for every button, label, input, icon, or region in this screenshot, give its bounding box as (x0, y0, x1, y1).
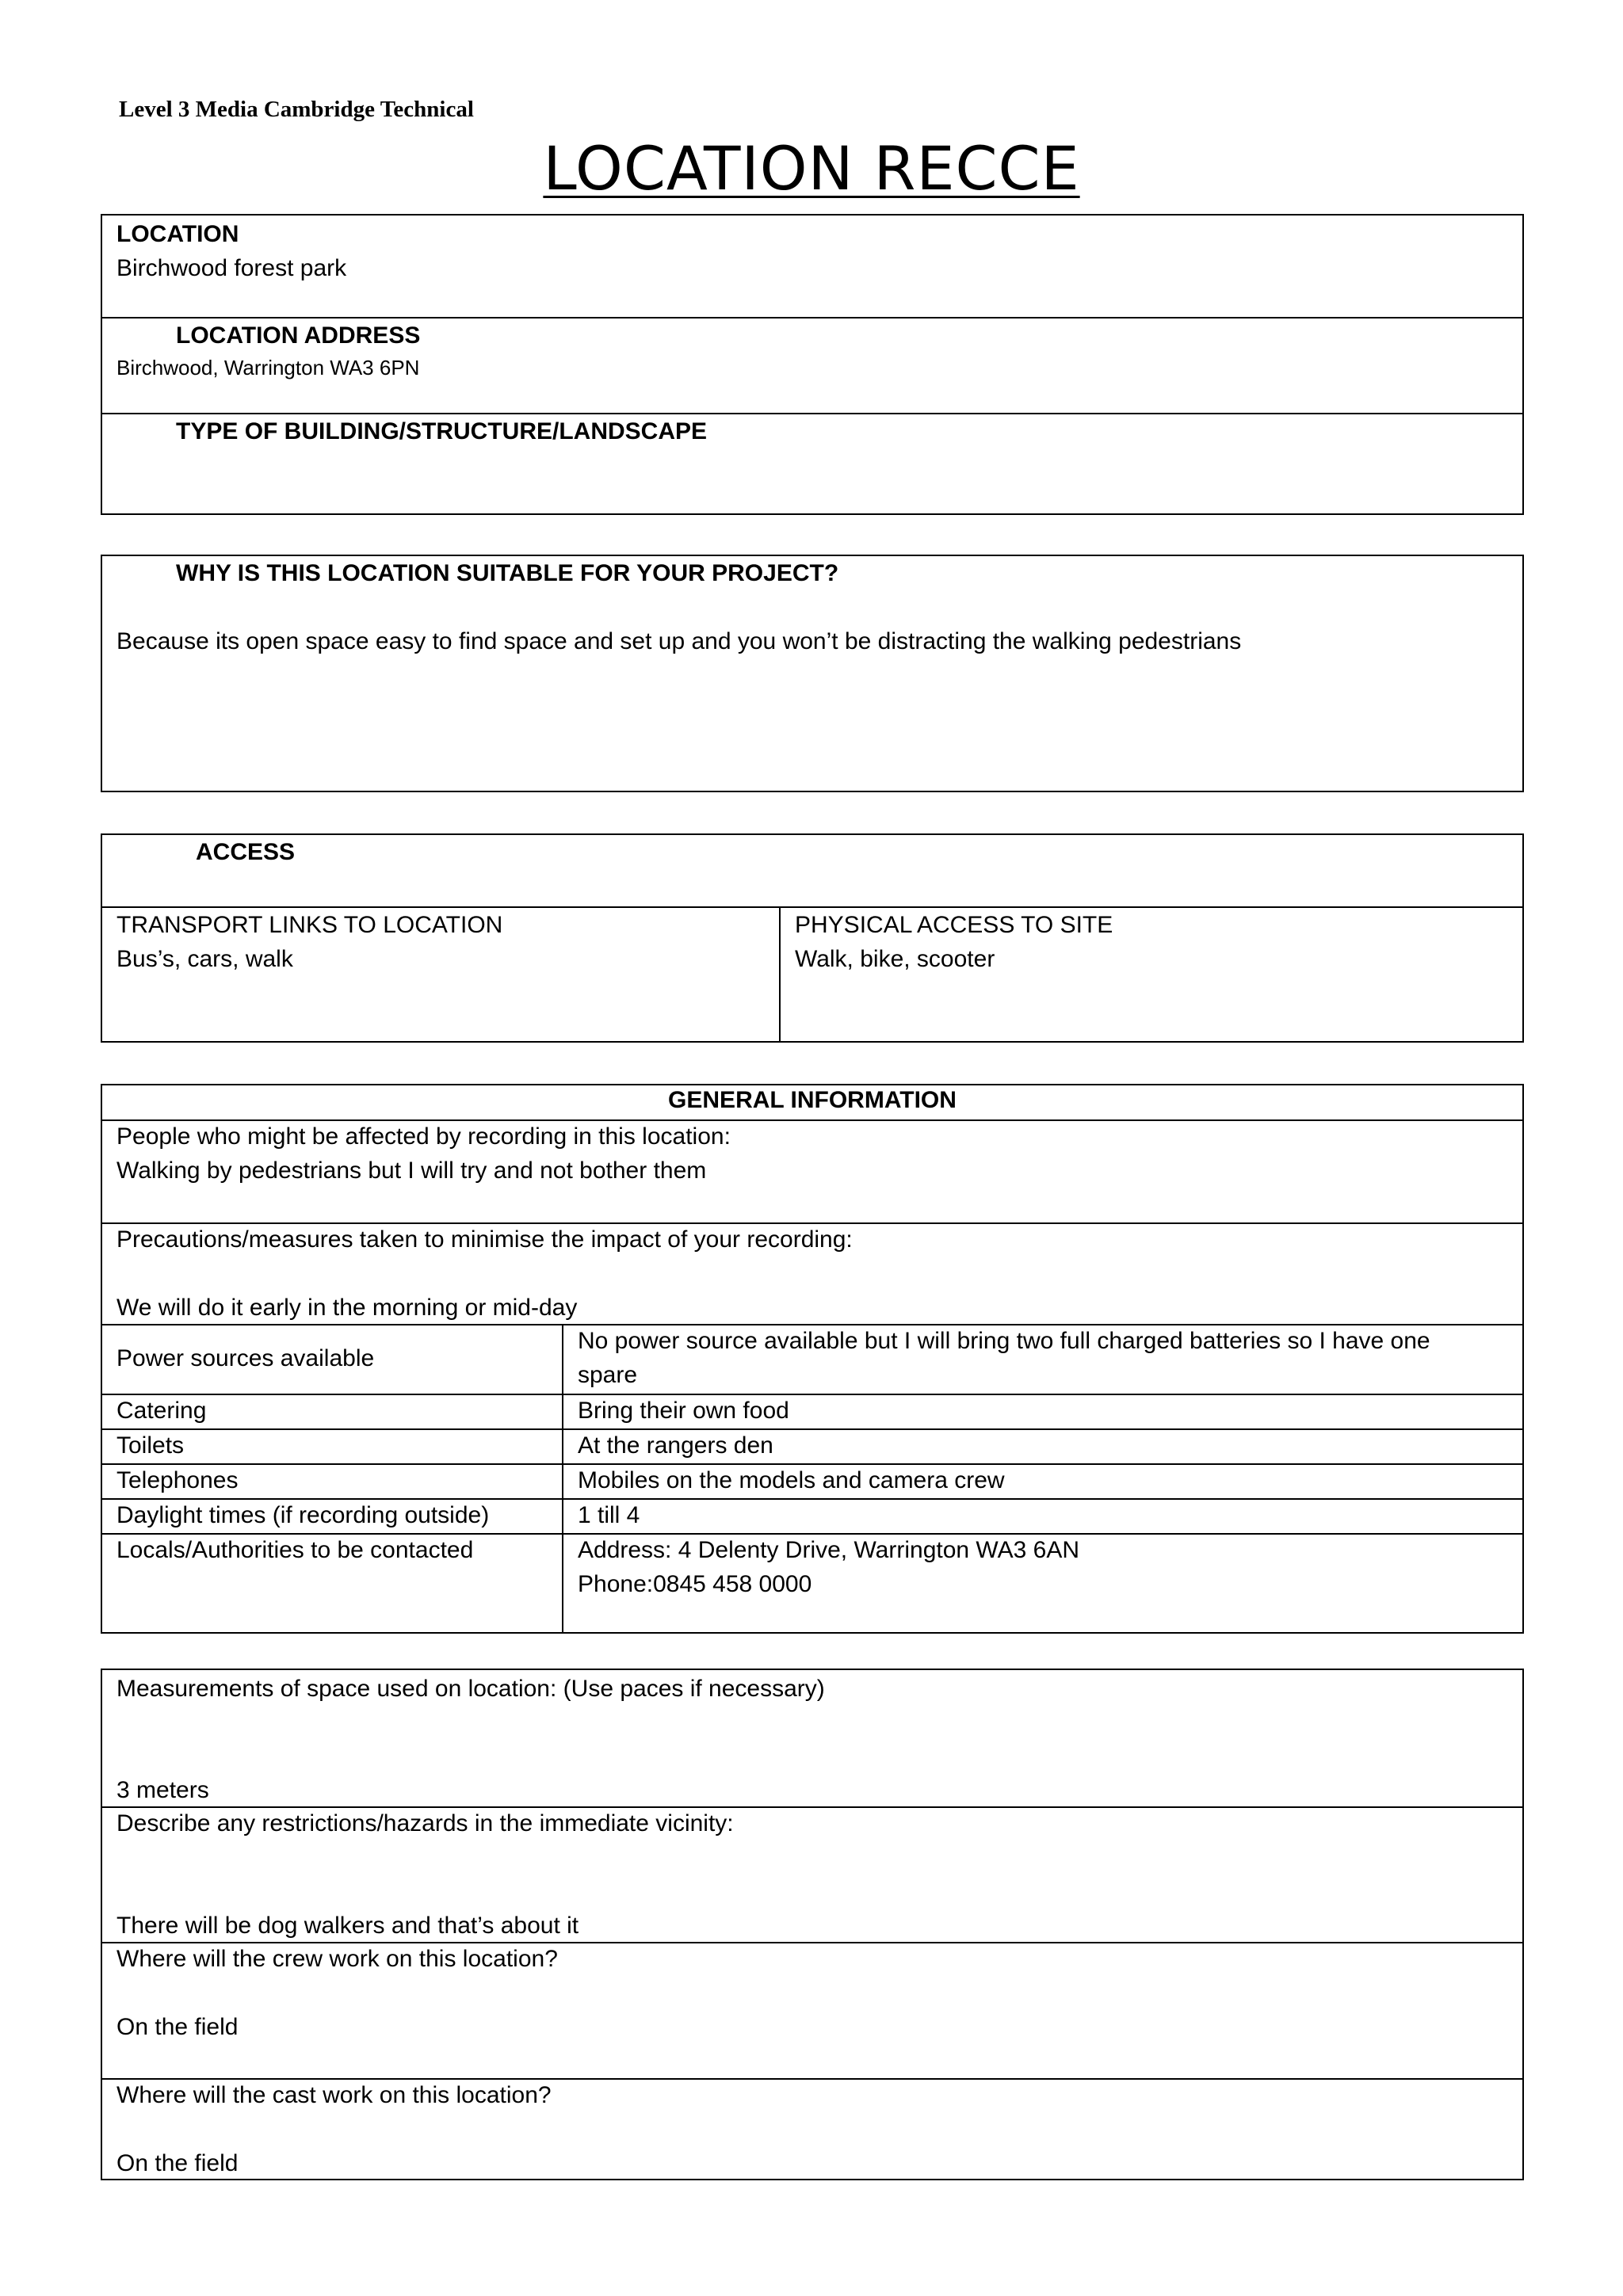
authorities-row (102, 1533, 1522, 1632)
physical-access-value: Walk, bike, scooter (795, 946, 995, 972)
measurements-question: Measurements of space used on location: (Use paces if necessary) (116, 1676, 825, 1702)
precautions-question: Precautions/measures taken to minimise the impact of your recording: (116, 1226, 853, 1253)
hazards-question: Describe any restrictions/hazards in the immediate vicinity: (116, 1810, 734, 1836)
telephones-value: Mobiles on the models and camera crew (578, 1467, 1005, 1493)
address-value: Birchwood, Warrington WA3 6PN (116, 356, 420, 379)
physical-access-label: PHYSICAL ACCESS TO SITE (795, 912, 1113, 938)
transport-value: Bus’s, cars, walk (116, 946, 293, 972)
power-row (102, 1325, 1522, 1394)
info-table (102, 1324, 1522, 1632)
authorities-phone: Phone:0845 458 0000 (578, 1571, 812, 1597)
type-label: TYPE OF BUILDING/STRUCTURE/LANDSCAPE (176, 418, 708, 444)
hazards-answer: There will be dog walkers and that’s about it (116, 1913, 579, 1939)
telephones-label: Telephones (116, 1467, 239, 1493)
suitability-answer: Because its open space easy to find space and set up and you won’t be distracting the walking pedestrians (116, 628, 1242, 654)
telephones-row (102, 1463, 1522, 1498)
toilets-label: Toilets (116, 1432, 185, 1459)
daylight-row (102, 1498, 1522, 1533)
daylight-label: Daylight times (if recording outside) (116, 1502, 490, 1528)
cast-question: Where will the cast work on this location? (116, 2082, 552, 2108)
crew-question: Where will the crew work on this location? (116, 1946, 558, 1972)
measurements-answer: 3 meters (116, 1777, 209, 1803)
power-value-line2: spare (578, 1362, 638, 1388)
affected-answer: Walking by pedestrians but I will try and not bother them (116, 1158, 707, 1184)
precautions-row (102, 1222, 1522, 1324)
daylight-value: 1 till 4 (578, 1502, 640, 1528)
general-info-heading: GENERAL INFORMATION (668, 1087, 957, 1113)
access-details-row (102, 906, 1522, 1041)
authorities-address: Address: 4 Delenty Drive, Warrington WA3 6AN (578, 1537, 1080, 1563)
catering-value: Bring their own food (578, 1398, 789, 1424)
location-label: LOCATION (116, 221, 239, 247)
precautions-answer: We will do it early in the morning or mid-day (116, 1295, 578, 1321)
location-box (101, 214, 1524, 515)
transport-label: TRANSPORT LINKS TO LOCATION (116, 912, 503, 938)
crew-answer: On the field (116, 2014, 239, 2040)
page-title: LOCATION RECCE (543, 133, 1080, 204)
cast-row (102, 2078, 1522, 2179)
authorities-label: Locals/Authorities to be contacted (116, 1537, 474, 1563)
hazards-row (102, 1806, 1522, 1942)
suitability-box (101, 555, 1524, 792)
cast-answer: On the field (116, 2150, 239, 2176)
location-row (102, 215, 1522, 317)
toilets-row (102, 1428, 1522, 1463)
affected-question: People who might be affected by recording in this location: (116, 1123, 731, 1150)
general-info-box (101, 1084, 1524, 1634)
address-label: LOCATION ADDRESS (176, 322, 421, 349)
course-header: Level 3 Media Cambridge Technical (119, 97, 474, 122)
catering-label: Catering (116, 1398, 207, 1424)
type-row (102, 413, 1522, 515)
location-value: Birchwood forest park (116, 255, 347, 281)
access-divider (779, 908, 781, 1041)
measurements-row (102, 1670, 1522, 1806)
crew-row (102, 1942, 1522, 2078)
access-box (101, 833, 1524, 1043)
power-label: Power sources available (116, 1345, 375, 1371)
suitability-label: WHY IS THIS LOCATION SUITABLE FOR YOUR PROJECT? (176, 560, 839, 586)
catering-row (102, 1394, 1522, 1428)
access-label: ACCESS (196, 839, 296, 865)
power-value-line1: No power source available but I will bring two full charged batteries so I have one (578, 1328, 1430, 1354)
address-row (102, 317, 1522, 413)
affected-row (102, 1119, 1522, 1222)
site-details-box (101, 1669, 1524, 2180)
toilets-value: At the rangers den (578, 1432, 773, 1459)
